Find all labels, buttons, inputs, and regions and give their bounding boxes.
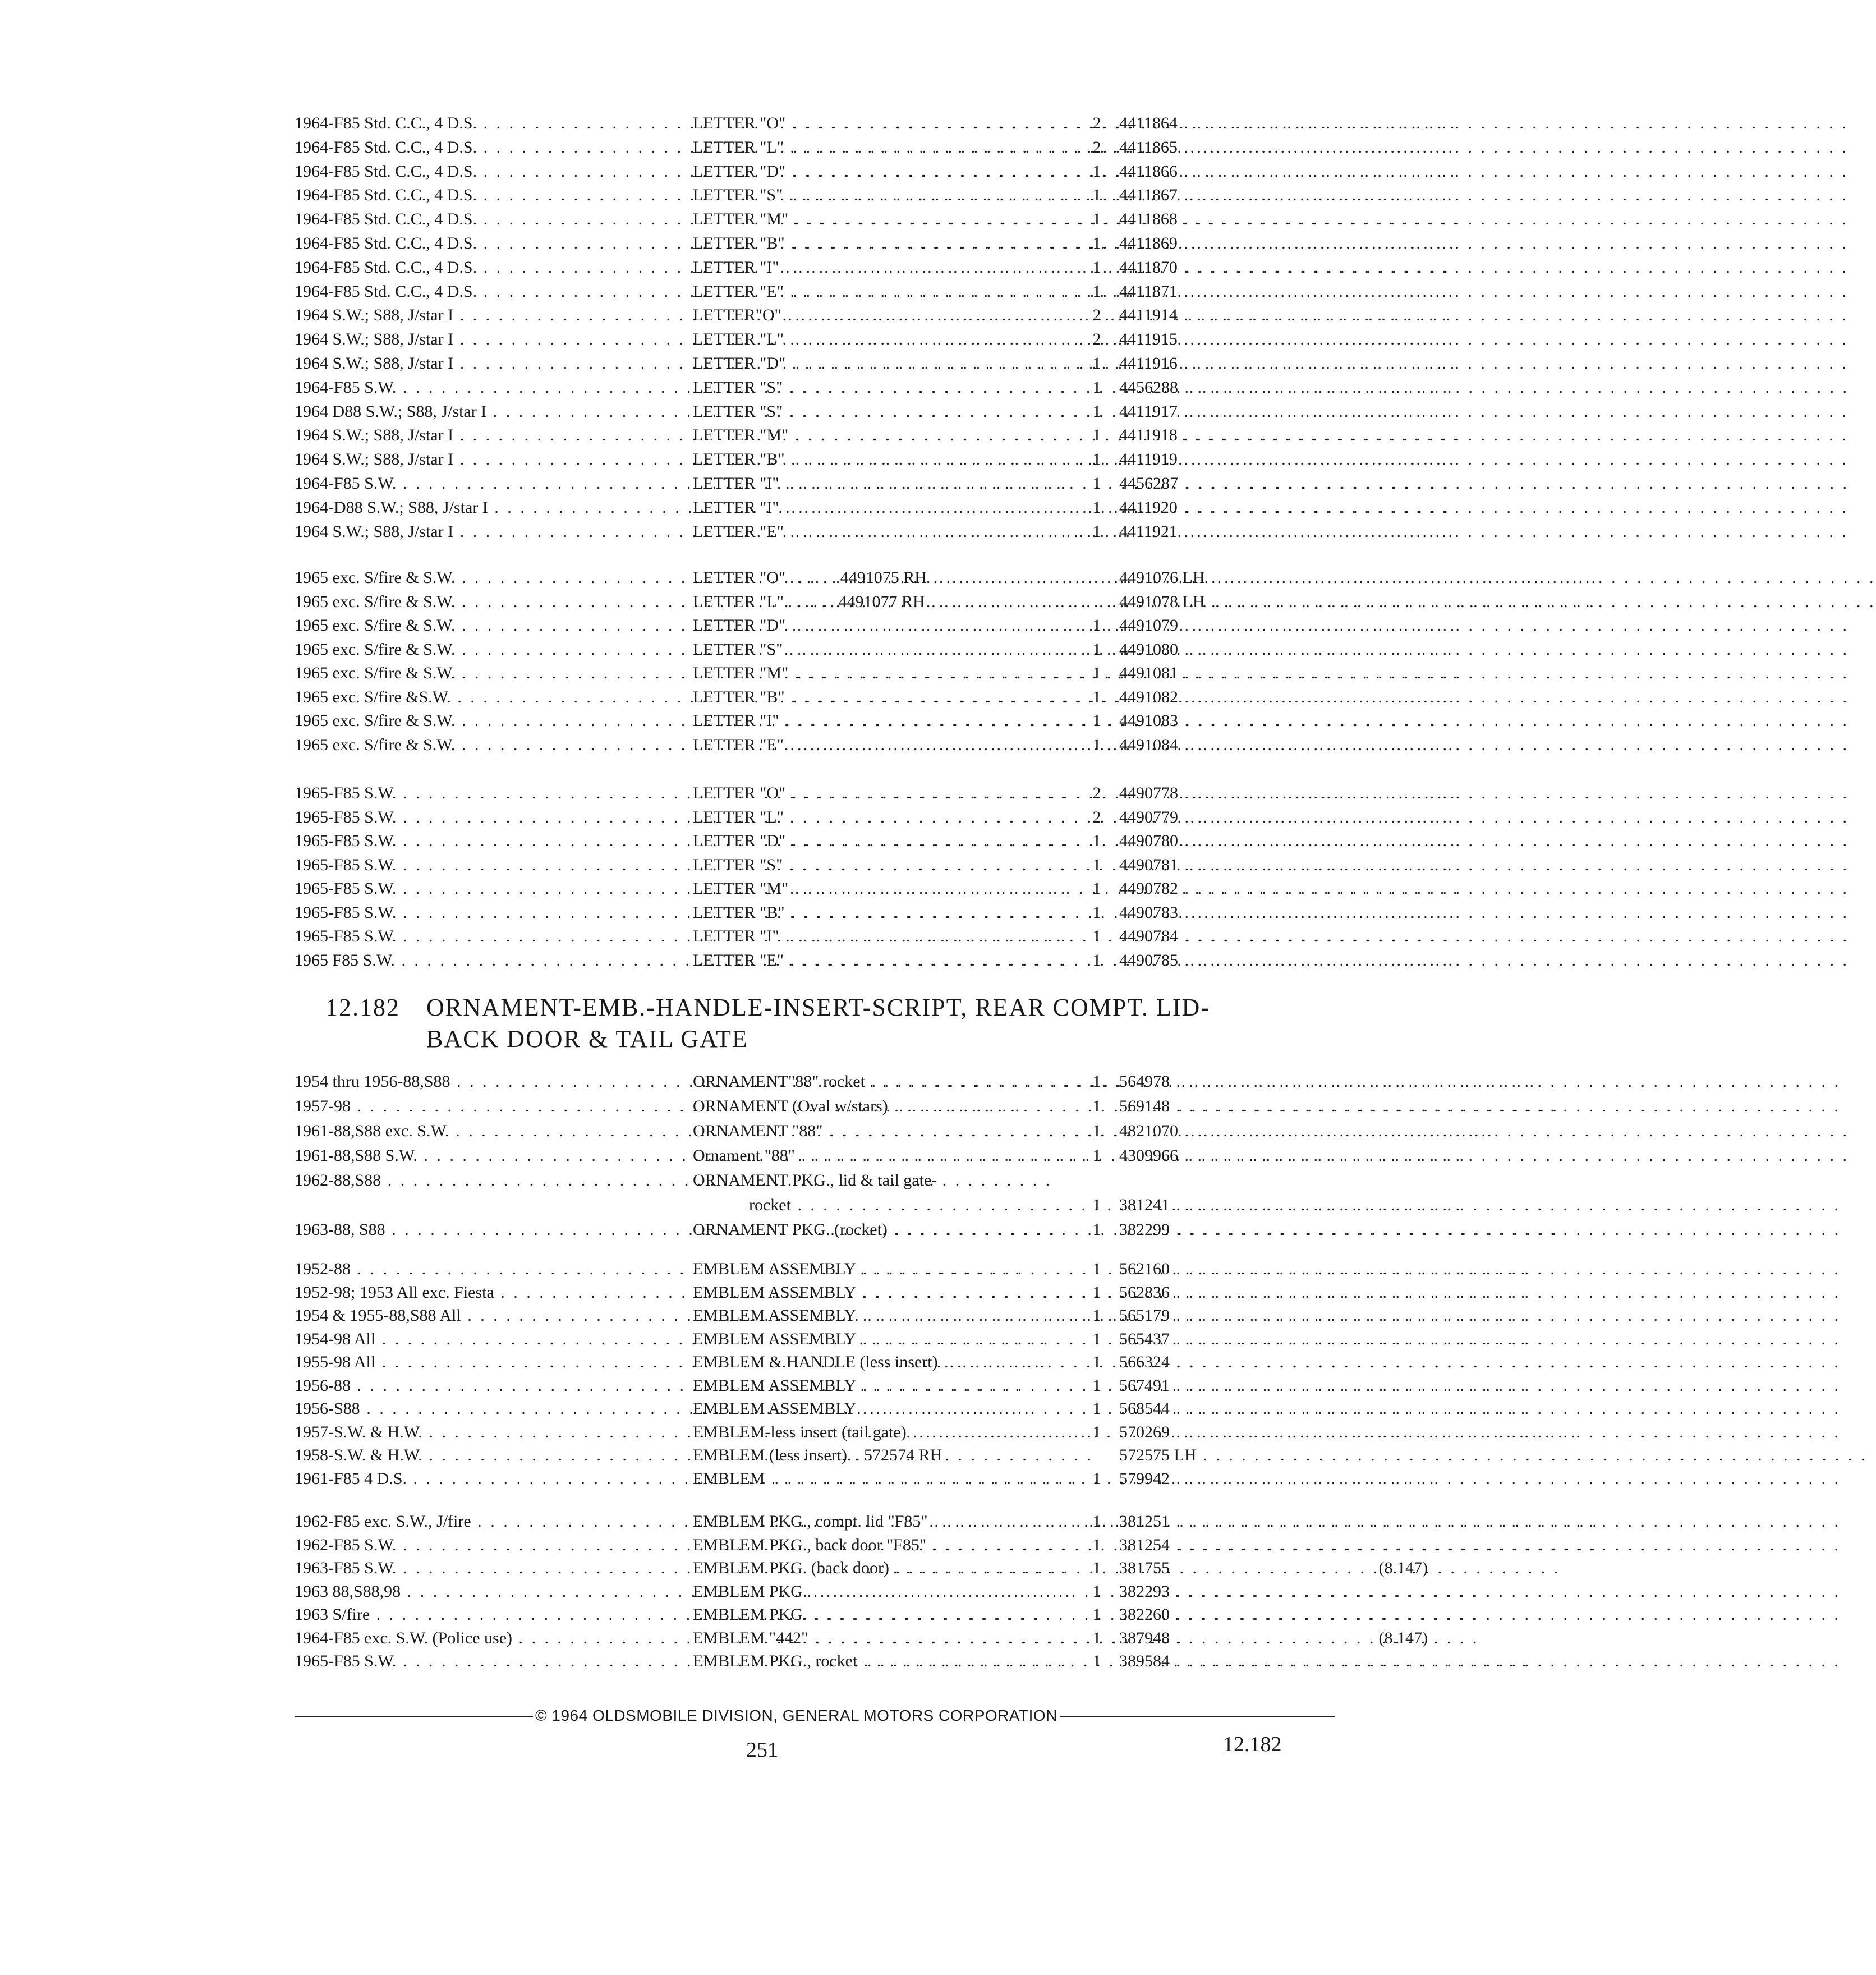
part-number-cell: 570269 . . . xyxy=(1119,1420,1355,1445)
quantity-cell: 1 xyxy=(1092,1146,1101,1165)
quantity-cell: 1 xyxy=(1092,856,1101,874)
description-cell: EMBLEM PKG. (back door) . . . xyxy=(693,1556,1074,1581)
description-cell: EMBLEM PKG., back door "F85" . . . xyxy=(693,1533,1074,1558)
parts-row xyxy=(295,471,1338,496)
model-cell: 1957-S.W. & H.W. . . . xyxy=(295,1420,665,1445)
part-number-cell: 4411921 . . . xyxy=(1119,520,1355,544)
model-cell: 1964 S.W.; S88, J/star I . . . xyxy=(295,447,665,472)
page-section-ref: 12.182 xyxy=(1223,1733,1282,1756)
parts-row xyxy=(295,159,1338,184)
description-cell: EMBLEM-less insert (tail gate) . . . xyxy=(693,1420,1074,1445)
description-cell: EMBLEM ASSEMBLY . . . xyxy=(693,1257,1074,1282)
part-number-cell: 4411917 . . . xyxy=(1119,399,1355,424)
description-cell: LETTER "I" . . . xyxy=(693,924,1074,949)
quantity-cell: 1 xyxy=(1092,1283,1101,1302)
part-number-cell: 4490783 . . . xyxy=(1119,901,1355,925)
model-cell: 1963 88,S88,98 . . . xyxy=(295,1579,665,1604)
description-cell: LETTER "D" . . . xyxy=(693,351,1074,376)
description-cell: LETTER "E" . . . xyxy=(693,279,1074,304)
quantity-cell: 1 xyxy=(1092,162,1101,181)
part-number-cell: 4821070 . . . xyxy=(1119,1119,1355,1143)
parts-row xyxy=(295,590,1338,614)
quantity-cell: 1 xyxy=(1092,711,1101,730)
part-number-cell: 579942 . . . xyxy=(1119,1467,1355,1491)
description-cell: LETTER "D" . . . xyxy=(693,613,1074,638)
description-cell: LETTER "I" . . . xyxy=(693,471,1074,496)
quantity-cell: 1 xyxy=(1092,1306,1101,1325)
model-cell: 1965 exc. S/fire & S.W. . . . xyxy=(295,733,665,757)
parts-row xyxy=(295,1602,1338,1627)
quantity-cell: 2 xyxy=(1092,330,1101,348)
part-number-cell: 4411918 . . . xyxy=(1119,423,1355,448)
part-number-cell: 565179 . . . xyxy=(1119,1303,1355,1328)
description-cell: ORNAMENT (Oval w/stars) . . . xyxy=(693,1094,1074,1119)
part-number-cell: 4411865 . . . xyxy=(1119,135,1355,160)
description-cell: LETTER "M" . . . xyxy=(693,661,1074,686)
parts-row xyxy=(295,1374,1338,1398)
model-cell: 1964-F85 Std. C.C., 4 D.S. . . . xyxy=(295,111,665,136)
parts-row xyxy=(295,685,1338,710)
quantity-cell: 1 xyxy=(1092,927,1101,945)
part-number-cell: 4490780 . . . xyxy=(1119,829,1355,853)
model-cell: 1964 S.W.; S88, J/star I . . . xyxy=(295,327,665,352)
parts-row xyxy=(295,255,1338,280)
part-number-cell: 4456288 . . . xyxy=(1119,375,1355,400)
parts-row xyxy=(295,566,1338,590)
description-cell: LETTER"O" . . . xyxy=(693,303,1074,328)
model-cell: 1965 exc. S/fire & S.W. . . . xyxy=(295,709,665,733)
quantity-cell: 1 xyxy=(1092,736,1101,754)
part-number-cell: 4491083 . . . xyxy=(1119,709,1355,733)
description-cell: LETTER "E" . . . xyxy=(693,520,1074,544)
quantity-cell: 1 xyxy=(1092,1353,1101,1371)
description-cell: EMBLEM ASSEMBLY . . . xyxy=(693,1303,1074,1328)
part-number-cell: 564978 . . . xyxy=(1119,1069,1355,1094)
parts-row xyxy=(295,183,1338,208)
parts-row xyxy=(295,279,1338,304)
description-cell: ORNAMENT "88" . . . xyxy=(693,1119,1074,1143)
parts-row xyxy=(295,661,1338,686)
description-cell: LETTER "S" . . . xyxy=(693,853,1074,878)
model-cell: 1961-F85 4 D.S. . . . xyxy=(295,1467,665,1491)
description-cell: LETTER "D" . . . xyxy=(693,159,1074,184)
part-number-cell: 4490782 . . . xyxy=(1119,876,1355,901)
parts-row xyxy=(295,1649,1338,1674)
part-number-cell: 4411864 . . . xyxy=(1119,111,1355,136)
part-number-cell: 565437 . . . xyxy=(1119,1327,1355,1352)
description-cell: EMBLEM ASSEMBLY . . . xyxy=(693,1374,1074,1398)
parts-row xyxy=(295,901,1338,925)
description-cell: LETTER "L" . . . xyxy=(693,805,1074,830)
description-cell: LETTER "I" . . . xyxy=(693,255,1074,280)
description-cell: ORNAMENT PKG. (rocket) . . . xyxy=(693,1218,1074,1242)
parts-row xyxy=(295,447,1338,472)
parts-row xyxy=(295,1119,1338,1143)
model-cell: 1956-S88 . . . xyxy=(295,1397,665,1421)
parts-row xyxy=(295,805,1338,830)
quantity-cell: 1 xyxy=(1092,664,1101,682)
parts-row xyxy=(295,637,1338,662)
description-cell: LETTER "D" . . . xyxy=(693,829,1074,853)
part-number-cell: 4411869 . . . xyxy=(1119,231,1355,256)
part-number-cell: 572575 LH . . . xyxy=(1119,1443,1355,1468)
model-cell: 1964-F85 Std. C.C., 4 D.S. . . . xyxy=(295,231,665,256)
quantity-cell: 1 xyxy=(1092,616,1101,635)
quantity-cell: 2 xyxy=(1092,808,1101,826)
quantity-cell: 1 xyxy=(1092,1536,1101,1554)
part-number-cell: 4490778 . . . xyxy=(1119,781,1355,806)
part-number-cell: 4490779 . . . xyxy=(1119,805,1355,830)
parts-row xyxy=(295,1280,1338,1305)
model-cell: 1962-88,S88 . . . xyxy=(295,1168,665,1193)
description-cell: LETTER "L" . . . . . . 4491077 RH . . . xyxy=(693,590,1074,614)
quantity-cell: 1 xyxy=(1092,1512,1101,1531)
model-cell: 1964-F85 Std. C.C., 4 D.S. . . . xyxy=(295,135,665,160)
quantity-cell: 1 xyxy=(1092,474,1101,493)
part-number-cell: 381254 . . . xyxy=(1119,1533,1355,1558)
model-cell: 1965-F85 S.W. . . . xyxy=(295,876,665,901)
part-number-cell: 4491080 . . . xyxy=(1119,637,1355,662)
quantity-cell: 1 xyxy=(1092,951,1101,970)
parts-row xyxy=(295,1533,1338,1558)
quantity-cell: 1 xyxy=(1092,879,1101,898)
description-cell: EMBLEM PKG. . . . xyxy=(693,1579,1074,1604)
description-cell: LETTER "L" . . . xyxy=(693,327,1074,352)
section-title-line2: BACK DOOR & TAIL GATE xyxy=(426,1025,748,1053)
model-cell: 1965-F85 S.W. . . . xyxy=(295,901,665,925)
quantity-cell: 1 xyxy=(1092,1330,1101,1348)
description-cell: LETTER "S" . . . xyxy=(693,375,1074,400)
part-number-cell: 4491076 LH . . . xyxy=(1119,566,1355,590)
parts-row xyxy=(295,351,1338,376)
parts-row xyxy=(295,1556,1428,1581)
quantity-cell: 1 xyxy=(1092,378,1101,397)
description-cell: LETTER "I" . . . xyxy=(693,495,1074,520)
description-cell: LETTER "B" . . . xyxy=(693,447,1074,472)
parts-row xyxy=(295,111,1338,136)
parts-row xyxy=(295,1069,1338,1094)
part-number-cell: 562160 . . . xyxy=(1119,1257,1355,1282)
part-number-cell: 387948 xyxy=(1119,1629,1170,1647)
parts-row xyxy=(295,613,1338,638)
description-cell: rocket . . . xyxy=(693,1193,1130,1218)
quantity-cell: 1 xyxy=(1092,1260,1101,1278)
quantity-cell: 1 xyxy=(1092,1196,1101,1214)
parts-row xyxy=(295,853,1338,878)
part-number-cell: 569148 . . . xyxy=(1119,1094,1355,1119)
part-number-cell: 4309966 . . . xyxy=(1119,1143,1355,1168)
parts-row xyxy=(295,399,1338,424)
model-cell: 1964-F85 S.W. . . . xyxy=(295,471,665,496)
quantity-cell: 1 xyxy=(1092,186,1101,204)
parts-row xyxy=(295,781,1338,806)
part-number-cell: 382299 . . . xyxy=(1119,1218,1355,1242)
model-cell: 1962-F85 S.W. . . . xyxy=(295,1533,665,1558)
parts-row xyxy=(295,733,1338,757)
cross-reference-note: (8.147) xyxy=(1378,1559,1428,1577)
section-heading xyxy=(325,992,1335,1055)
description-cell: LETTER "S" . . . xyxy=(693,637,1074,662)
part-number-cell: 4411871 . . . xyxy=(1119,279,1355,304)
model-cell: 1965 exc. S/fire & S.W. . . . xyxy=(295,661,665,686)
part-number-cell: 382293 . . . xyxy=(1119,1579,1355,1604)
quantity-cell: 1 xyxy=(1092,354,1101,373)
part-number-cell: 4491079 . . . xyxy=(1119,613,1355,638)
quantity-cell: 1 xyxy=(1092,1376,1101,1395)
quantity-cell: 2 xyxy=(1092,784,1101,802)
model-cell: 1965-F85 S.W. . . . xyxy=(295,853,665,878)
model-cell: 1964-D88 S.W.; S88, J/star I . . . xyxy=(295,495,665,520)
quantity-cell: 1 xyxy=(1092,1652,1101,1670)
parts-row xyxy=(295,1350,1338,1375)
model-cell: 1963-88, S88 . . . xyxy=(295,1218,665,1242)
model-cell: 1955-98 All . . . xyxy=(295,1350,665,1375)
model-cell: 1965 exc. S/fire & S.W. . . . xyxy=(295,637,665,662)
description-cell: EMBLEM (less insert). . 572574 RH xyxy=(693,1446,942,1464)
part-number-cell: 389584 . . . xyxy=(1119,1649,1355,1674)
quantity-cell: 1 xyxy=(1092,402,1101,421)
model-cell: 1956-88 . . . xyxy=(295,1374,665,1398)
description-cell: LETTER "I" . . . xyxy=(693,709,1074,733)
model-cell: 1964-F85 Std. C.C., 4 D.S. . . . xyxy=(295,183,665,208)
section-title-line1: ORNAMENT-EMB.-HANDLE-INSERT-SCRIPT, REAR COMPT. LID- xyxy=(426,994,1210,1021)
model-cell: 1963-F85 S.W. . . . xyxy=(295,1556,665,1581)
model-cell: 1952-88 . . . xyxy=(295,1257,665,1282)
parts-row xyxy=(295,520,1338,544)
description-cell: EMBLEM ASSEMBLY . . . xyxy=(693,1280,1074,1305)
model-cell: 1964 S.W.; S88, J/star I . . . xyxy=(295,351,665,376)
parts-row xyxy=(295,135,1338,160)
model-cell: 1965 exc. S/fire &S.W. . . . xyxy=(295,685,665,710)
page-number: 251 xyxy=(746,1738,778,1762)
description-cell: EMBLEM PKG., compt. lid "F85" . . . xyxy=(693,1509,1074,1534)
parts-row xyxy=(295,1467,1338,1491)
parts-row xyxy=(295,327,1338,352)
footer-copyright: © 1964 OLDSMOBILE DIVISION, GENERAL MOTORS CORPORATION xyxy=(533,1706,1060,1726)
description-cell: LETTER "S" . . . xyxy=(693,399,1074,424)
model-cell: 1954 & 1955-88,S88 All . . . xyxy=(295,1303,665,1328)
description-cell: EMBLEM ASSEMBLY . . . xyxy=(693,1397,1074,1421)
description-cell: LETTER "E" . . . xyxy=(693,948,1074,973)
quantity-cell: 1 xyxy=(1092,1423,1101,1441)
quantity-cell: 2 xyxy=(1092,114,1101,132)
quantity-cell: 1 xyxy=(1092,450,1101,469)
description-cell: LETTER "B" . . . xyxy=(693,231,1074,256)
parts-row xyxy=(295,1579,1338,1604)
description-cell: EMBLEM PKG., rocket . . . xyxy=(693,1649,1074,1674)
description-cell: LETTER "M" . . . xyxy=(693,876,1074,901)
description-cell: ORNAMENT"88" rocket . . . xyxy=(693,1069,1074,1094)
parts-row xyxy=(295,1143,1338,1168)
part-number-cell: 381755 xyxy=(1119,1559,1170,1577)
model-cell: 1957-98 . . . xyxy=(295,1094,665,1119)
quantity-cell: 1 xyxy=(1092,498,1101,517)
parts-row xyxy=(295,1257,1338,1282)
model-cell: 1964 S.W.; S88, J/star I . . . xyxy=(295,520,665,544)
part-number-cell: 4411867 . . . xyxy=(1119,183,1355,208)
quantity-cell: 1 xyxy=(1092,640,1101,659)
part-number-cell: 568544 . . . xyxy=(1119,1397,1355,1421)
parts-row xyxy=(295,1303,1338,1328)
parts-row xyxy=(295,1397,1338,1421)
quantity-cell: 2 xyxy=(1092,138,1101,157)
parts-row xyxy=(295,1420,1338,1445)
parts-row xyxy=(295,375,1338,400)
model-cell: 1961-88,S88 S.W. . . . xyxy=(295,1143,665,1168)
model-cell: 1952-98; 1953 All exc. Fiesta . . . xyxy=(295,1280,665,1305)
description-cell: LETTER "B" . . . xyxy=(693,685,1074,710)
model-cell: 1954-98 All . . . xyxy=(295,1327,665,1352)
parts-row xyxy=(295,1168,1338,1193)
description-cell: EMBLEM PKG. . . . xyxy=(693,1602,1074,1627)
part-number-cell: 4411870 . . . xyxy=(1119,255,1355,280)
quantity-cell: 1 xyxy=(1092,234,1101,252)
parts-row xyxy=(295,1509,1338,1534)
part-number-cell: 4490784 . . . xyxy=(1119,924,1355,949)
model-cell: 1961-88,S88 exc. S.W. . . . xyxy=(295,1119,665,1143)
description-cell: ORNAMENT PKG., lid & tail gate- xyxy=(693,1171,937,1189)
quantity-cell: 1 xyxy=(1092,688,1101,706)
part-number-cell: 382260 . . . xyxy=(1119,1602,1355,1627)
model-cell: 1964 S.W.; S88, J/star I . . . xyxy=(295,423,665,448)
parts-row xyxy=(295,303,1338,328)
model-cell: 1964-F85 Std. C.C., 4 D.S. . . . xyxy=(295,207,665,232)
part-number-cell: 4491078 LH . . . xyxy=(1119,590,1355,614)
part-number-cell: 566324 . . . xyxy=(1119,1350,1355,1375)
parts-row xyxy=(295,876,1338,901)
model-cell: 1964 S.W.; S88, J/star I . . . xyxy=(295,303,665,328)
model-cell: 1965-F85 S.W. . . . xyxy=(295,924,665,949)
part-number-cell: 381251 . . . xyxy=(1119,1509,1355,1534)
model-cell: 1965 exc. S/fire & S.W. . . . xyxy=(295,566,665,590)
parts-row xyxy=(295,1193,1338,1218)
description-cell: LETTER "O" . . . . . . 4491075 RH . . . xyxy=(693,566,1074,590)
parts-row xyxy=(295,709,1338,733)
model-cell: 1965-F85 S.W. . . . xyxy=(295,829,665,853)
quantity-cell: 1 xyxy=(1092,258,1101,277)
model-cell: 1954 thru 1956-88,S88 . . . xyxy=(295,1069,665,1094)
quantity-cell: 1 xyxy=(1092,426,1101,444)
part-number-cell: 4411868 . . . xyxy=(1119,207,1355,232)
quantity-cell: 1 xyxy=(1092,1629,1101,1647)
quantity-cell: 1 xyxy=(1092,1559,1101,1577)
description-cell: EMBLEM ASSEMBLY . . . xyxy=(693,1327,1074,1352)
model-cell: 1965-F85 S.W. . . . xyxy=(295,781,665,806)
part-number-cell: 4411866 . . . xyxy=(1119,159,1355,184)
quantity-cell: 1 xyxy=(1092,1582,1101,1601)
quantity-cell: 1 xyxy=(1092,1399,1101,1418)
part-number-cell: 4491082 . . . xyxy=(1119,685,1355,710)
part-number-cell: 4490785 . . . xyxy=(1119,948,1355,973)
parts-row xyxy=(295,1626,1428,1651)
description-cell: LETTER "E" . . . xyxy=(693,733,1074,757)
description-cell: LETTER "O" . . . xyxy=(693,781,1074,806)
cross-reference-note: (8.147) xyxy=(1378,1629,1428,1647)
part-number-cell: 562836 . . . xyxy=(1119,1280,1355,1305)
quantity-cell: 1 xyxy=(1092,903,1101,922)
parts-row xyxy=(295,829,1338,853)
model-cell: 1964-F85 Std. C.C., 4 D.S. . . . xyxy=(295,279,665,304)
part-number-cell: 4411914 . . . xyxy=(1119,303,1355,328)
quantity-cell: 1 xyxy=(1092,1469,1101,1488)
quantity-cell: 1 xyxy=(1092,1122,1101,1140)
model-cell: 1964-F85 Std. C.C., 4 D.S. . . . xyxy=(295,255,665,280)
model-cell: 1965 exc. S/fire & S.W. . . . xyxy=(295,590,665,614)
parts-row xyxy=(295,924,1338,949)
quantity-cell: 1 xyxy=(1092,522,1101,541)
part-number-cell: 4456287 . . . xyxy=(1119,471,1355,496)
description-cell: LETTER "O" . . . xyxy=(693,111,1074,136)
part-number-cell: 4491081 . . . xyxy=(1119,661,1355,686)
model-cell: 1965-F85 S.W. . . . xyxy=(295,1649,665,1674)
part-number-cell: 4411920 . . . xyxy=(1119,495,1355,520)
part-number-cell: 4411919 . . . xyxy=(1119,447,1355,472)
parts-row xyxy=(295,231,1338,256)
description-cell: EMBLEM . . . xyxy=(693,1467,1074,1491)
description-cell: EMBLEM & HANDLE (less insert) . . . xyxy=(693,1350,1074,1375)
quantity-cell: 1 xyxy=(1092,1220,1101,1239)
section-number: 12.182 xyxy=(325,994,400,1021)
parts-row xyxy=(295,1327,1338,1352)
quantity-cell: 1 xyxy=(1092,1072,1101,1091)
parts-row xyxy=(295,495,1338,520)
part-number-cell: 381241 . . . xyxy=(1119,1193,1355,1218)
description-cell: LETTER "M" . . . xyxy=(693,423,1074,448)
quantity-cell: 1 xyxy=(1092,210,1101,228)
description-cell: LETTER "M" . . . xyxy=(693,207,1074,232)
parts-row xyxy=(295,207,1338,232)
description-cell: LETTER "B" . . . xyxy=(693,901,1074,925)
model-cell: 1963 S/fire . . . xyxy=(295,1602,665,1627)
quantity-cell: 1 xyxy=(1092,1605,1101,1624)
model-cell: 1964-F85 exc. S.W. (Police use) . . . xyxy=(295,1626,665,1651)
parts-row xyxy=(295,1218,1338,1242)
part-number-cell: 567491 . . . xyxy=(1119,1374,1355,1398)
part-number-cell: 4411916 . . . xyxy=(1119,351,1355,376)
parts-row xyxy=(295,1094,1338,1119)
model-cell: 1965 exc. S/fire & S.W. . . . xyxy=(295,613,665,638)
part-number-cell: 4490781 . . . xyxy=(1119,853,1355,878)
model-cell: 1964-F85 Std. C.C., 4 D.S. . . . xyxy=(295,159,665,184)
description-cell: EMBLEM "442" . . . xyxy=(693,1626,1074,1651)
model-cell: 1958-S.W. & H.W. . . . xyxy=(295,1443,665,1468)
quantity-cell: 1 xyxy=(1092,832,1101,850)
quantity-cell: 2 xyxy=(1092,306,1101,324)
parts-row xyxy=(295,423,1338,448)
model-cell: 1965-F85 S.W. . . . xyxy=(295,805,665,830)
quantity-cell: 1 xyxy=(1092,282,1101,301)
description-cell: Ornament "88" . . . xyxy=(693,1143,1074,1168)
part-number-cell: 4491084 . . . xyxy=(1119,733,1355,757)
model-cell: 1964 D88 S.W.; S88, J/star I . . . xyxy=(295,399,665,424)
model-cell: 1965 F85 S.W. . . . xyxy=(295,948,665,973)
description-cell: LETTER "L" . . . xyxy=(693,135,1074,160)
parts-row xyxy=(295,1443,1338,1468)
part-number-cell: 4411915 . . . xyxy=(1119,327,1355,352)
model-cell: 1962-F85 exc. S.W., J/fire . . . xyxy=(295,1509,665,1534)
description-cell: LETTER "S" . . . xyxy=(693,183,1074,208)
parts-row xyxy=(295,948,1338,973)
quantity-cell: 1 xyxy=(1092,1097,1101,1115)
model-cell: 1964-F85 S.W. . . . xyxy=(295,375,665,400)
